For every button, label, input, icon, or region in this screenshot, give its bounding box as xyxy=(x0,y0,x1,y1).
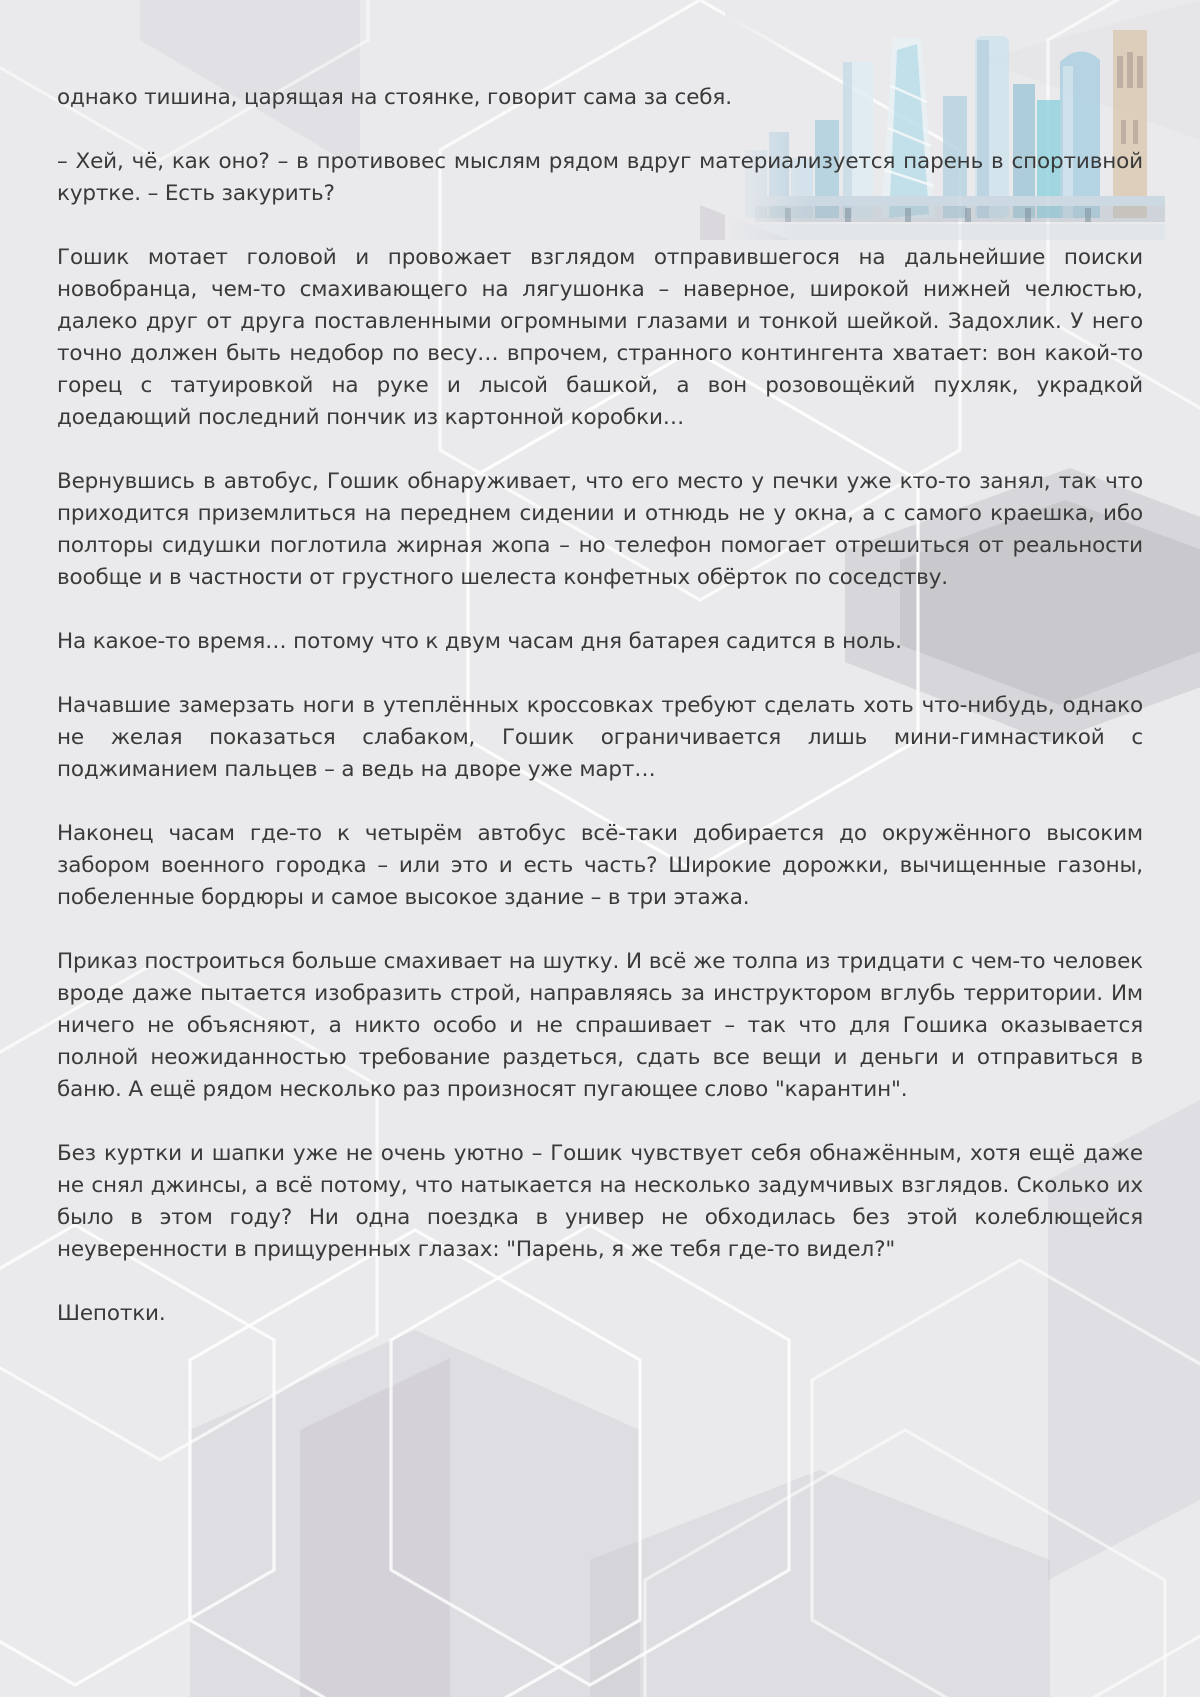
paragraph: Шепотки. xyxy=(57,1301,166,1326)
paragraph: Начавшие замерзать ноги в утеплённых кроссовках требуют сделать хоть что-нибудь, однако не желая показаться слабаком, Гошик ограничивается лишь мини-гимнастикой с поджиманием пальцев – а ведь на дворе уже март… xyxy=(57,693,1143,782)
paragraph: Вернувшись в автобус, Гошик обнаруживает, что его место у печки уже кто-то занял, так что приходится приземлиться на переднем сидении и отнюдь не у окна, а с самого краешка, ибо полторы сидушки поглотила жирная жопа – но телефон помогает отрешиться от реальности вообще и в частности от грустного шелеста конфетных обёрток по соседству. xyxy=(57,469,1143,590)
paragraph: – Хей, чё, как оно? – в противовес мыслям рядом вдруг материализуется парень в спортивной куртке. – Есть закурить? xyxy=(57,149,1143,206)
paragraph: Без куртки и шапки уже не очень уютно – Гошик чувствует себя обнажённым, хотя ещё даже не снял джинсы, а всё потому, что натыкается на несколько задумчивых взглядов. Сколько их было в этом году? Ни одна поездка в универ не обходилась без этой колеблющейся неуверенности в прищуренных глазах: "Парень, я же тебя где-то видел?" xyxy=(57,1141,1143,1262)
paragraph: На какое-то время… потому что к двум часам дня батарея садится в ноль. xyxy=(57,629,902,654)
decor-shape xyxy=(590,1470,1050,1697)
paragraph: Гошик мотает головой и провожает взглядом отправившегося на дальнейшие поиски новобранца, чем-то смахивающего на лягушонка – наверное, широкой нижней челюстью, далеко друг от друга поставленными огромными глазами и тонкой шейкой. Задохлик. У него точно должен быть недобор по весу… впрочем, странного контингента хватает: вон какой-то горец с татуировкой на руке и лысой башкой, а вон розовощёкий пухляк, украдкой доедающий последний пончик из картонной коробки… xyxy=(57,245,1143,430)
paragraph: Приказ построиться больше смахивает на шутку. И всё же толпа из тридцати с чем-то человек вроде даже пытается изобразить строй, направляясь за инструктором вглубь территории. Им ничего не объясняют, а никто особо и не спрашивает – так что для Гошика оказывается полной неожиданностью требование раздеться, сдать все вещи и деньги и отправиться в баню. А ещё рядом несколько раз произносят пугающее слово "карантин". xyxy=(57,949,1143,1102)
paragraph: Наконец часам где-то к четырём автобус всё-таки добирается до окружённого высоким забором военного городка – или это и есть часть? Широкие дорожки, вычищенные газоны, побеленные бордюры и самое высокое здание – в три этажа. xyxy=(57,821,1143,910)
paragraph: однако тишина, царящая на стоянке, говорит сама за себя. xyxy=(57,85,732,110)
